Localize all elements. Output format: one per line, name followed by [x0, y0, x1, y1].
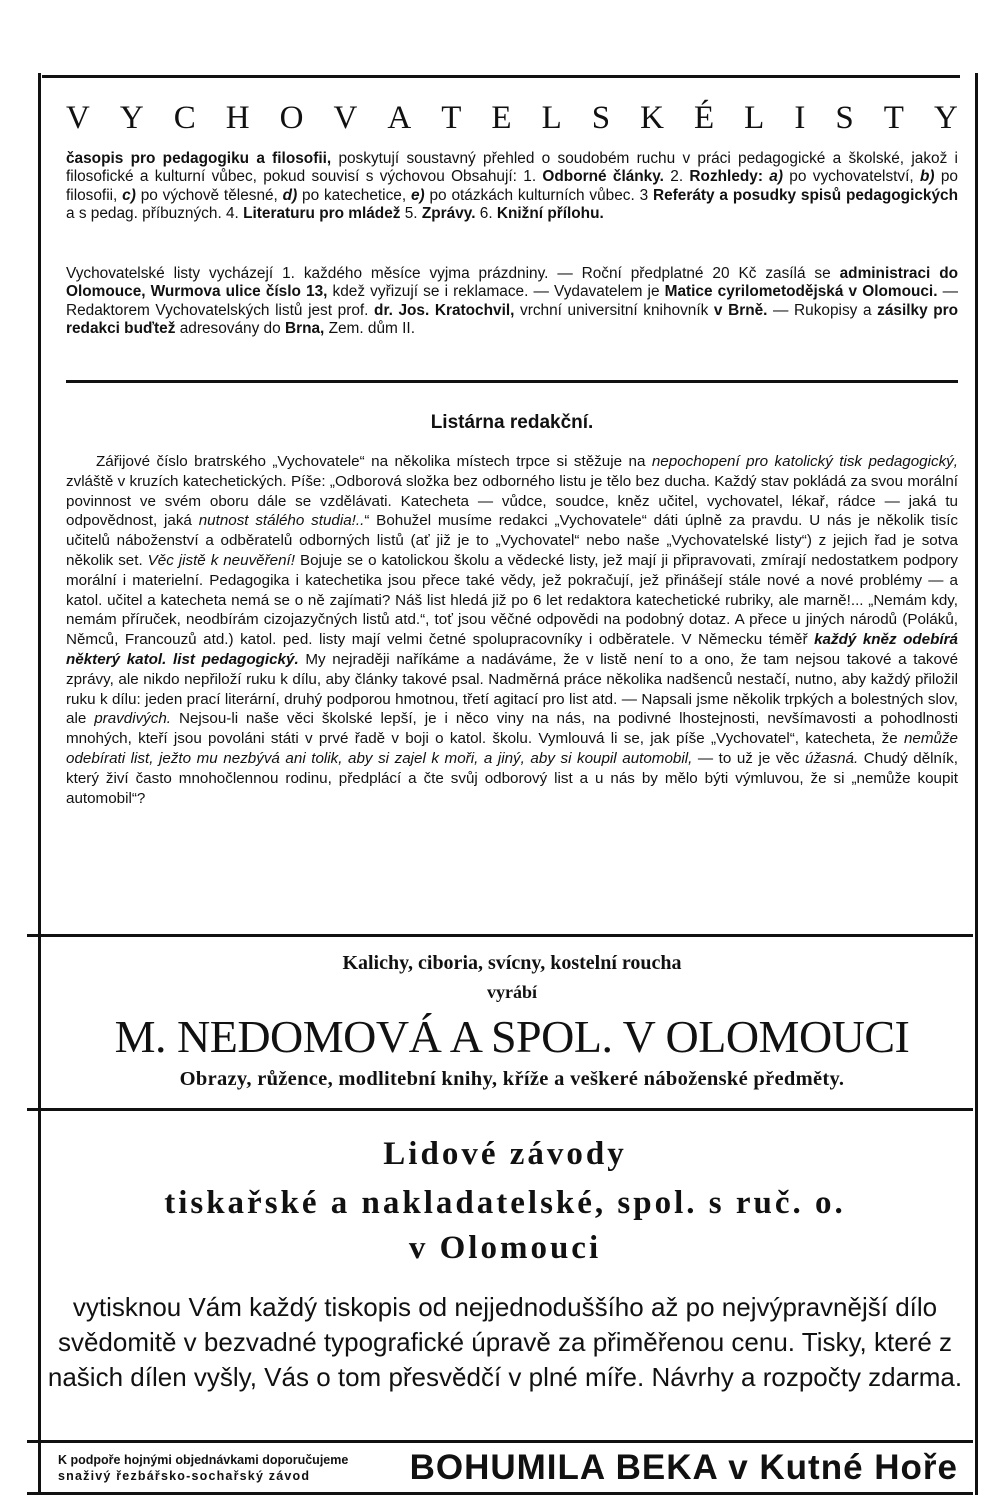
masthead-title	[66, 100, 958, 137]
letter-text: Bojuje se o katolickou školu a vědecké listy, jež mají ji připravovati, zmírají nedostatkem podpory morální i materielní. Pedagogika i katechetika jsou přece také vědy, jež pokračují, jež přinášejí stále nové a nové problémy — a katol. učitel a katecheta nemá se o ně zajímati? Náš list hledá již po 6 let redaktora katechetické rubriky, ale marně!... „Nemám kdy, nemám příruček, neodbírám cizojazyčných listů atd.“, toť jsou věčné odpovědi na podobný dotaz. A přece u jiných národů (Poláků, Němců, Francouzů atd.) katol. ped. listy mají velmi četné spolupracovníky i odběratele. V Německu téměř	[66, 551, 959, 649]
top-rule	[42, 75, 960, 78]
ad-beka-intro	[58, 1452, 348, 1484]
intro-text: po výchově tělesné,	[135, 186, 278, 204]
info-text: Vychovatelské listy vycházejí 1. každého měsíce vyjma prázdniny. — Roční předplatné 20 Kč zasílá se	[66, 265, 831, 282]
intro-bold-text: Referáty a posudky spisů pedagogických	[648, 186, 959, 204]
letter-emphasis: nepochopení pro katolický tisk pedagogický,	[651, 453, 958, 470]
letter-emphasis: Věc jistě k neuvěření!	[147, 551, 295, 569]
info-text: Zem. dům II.	[324, 319, 415, 337]
intro-item-label: d)	[277, 186, 298, 204]
intro-item-label: b)	[913, 168, 935, 186]
letters-heading: Listárna redakční.	[430, 412, 594, 433]
intro-item-label: e)	[406, 186, 425, 204]
intro-bold-text: Literaturu pro mládež	[238, 204, 401, 222]
info-bold-text: Matice cyrilometodějská v Olomouci.	[659, 283, 938, 301]
masthead-letter: Y	[933, 100, 958, 136]
intro-bold-text: Rozhledy:	[683, 168, 763, 186]
info-bold-text: Brna,	[280, 319, 325, 337]
ad-nedomova-tagline: Obrazy, růžence, modlitební knihy, kříže a veškeré náboženské předměty.	[179, 1068, 845, 1090]
intro-text: po katechetice,	[297, 186, 407, 204]
intro-bold-text: Zprávy.	[417, 204, 476, 222]
intro-text: poskytují soustavný přehled o soudobém ruchu v práci pedagogické a školské, jakož i filosofické a kulturní vůbec, pokud souvisí s výchovou Obsahují: 1.	[66, 150, 958, 186]
masthead-letter: I	[794, 100, 806, 136]
publication-info	[66, 265, 958, 338]
masthead-letter: C	[173, 100, 196, 136]
masthead-letter: T	[441, 100, 462, 136]
masthead-letter: É	[693, 100, 715, 136]
section-divider	[66, 380, 958, 383]
ad-beka-company: BOHUMILA BEKA v Kutné Hoře	[409, 1448, 958, 1487]
intro-text: a s pedag. příbuzných. 4.	[66, 204, 239, 222]
intro-text: po filosofii,	[66, 168, 958, 204]
masthead-letter: L	[744, 100, 765, 136]
intro-bold-text: časopis pro pedagogiku a filosofii,	[66, 150, 332, 167]
letter-emphasis: pravdivých.	[94, 710, 172, 728]
ad-nedomova-company: M. NEDOMOVÁ A SPOL. V OLOMOUCI	[114, 1011, 910, 1062]
intro-paragraph	[66, 150, 958, 223]
ad-lidove-body: vytisknou Vám každý tiskopis od nejjednoduššího až po nejvýpravnější dílo svědomitě v bezvadné typografické úpravě za přiměřenou cenu. Tisky, které z našich dílen vyšly, Vás o tom přesvědčí v plné míře. Návrhy a rozpočty zdarma.	[47, 1292, 963, 1392]
letter-emphasis: nutnost stálého studia!..	[198, 512, 365, 530]
intro-text: 5.	[400, 204, 418, 222]
intro-bold-text: Knižní přílohu.	[492, 204, 604, 222]
letter-text: Chudý dělník, který živí často mnohočlennou rodinu, předplácí a čte svůj odborový list a u nás by mělo býti výmluvou, že si „nemůže koupit automobil“?	[66, 749, 958, 807]
letter-text: — to už je věc	[692, 749, 806, 767]
letter-text: Zářijové číslo bratrského „Vychovatele“ na několika místech trpce si stěžuje na	[96, 453, 652, 470]
intro-bold-text: Odborné články.	[536, 168, 664, 186]
intro-text: 2.	[663, 168, 684, 186]
letter-text: “ Bohužel musíme redakci „Vychovatele“ dáti úplně za pravdu. U nás je několik tisíc učitelů náboženství a odběratelů odborných listů (ať již je to „Vychovatel“ nebo naše „Vychovatelské listy“) z jejich řad je sotva několik set.	[66, 512, 959, 569]
ad-beka	[58, 1448, 958, 1488]
info-text: vrchní universitní knihovník	[514, 301, 709, 319]
masthead-letter: K	[640, 100, 664, 136]
intro-item-label: a)	[762, 168, 783, 186]
masthead-letter: E	[491, 100, 512, 136]
ad-beka-intro-line: K podpoře hojnými objednávkami doporučujeme	[58, 1453, 349, 1467]
info-text: — Redaktorem Vychovatelských listů jest prof.	[66, 283, 958, 319]
masthead-letter: V	[66, 100, 90, 136]
info-bold-text: administraci do Olomouce, Wurmova ulice číslo 13,	[66, 265, 959, 301]
ad-nedomova-verb: vyrábí	[486, 982, 537, 1002]
ad-lidove-subtitle: tiskařské a nakladatelské, spol. s ruč. o.	[164, 1185, 846, 1221]
ad-nedomova-products: Kalichy, ciboria, svícny, kostelní roucha	[342, 952, 682, 974]
masthead-letter: T	[883, 100, 904, 136]
info-bold-text: dr. Jos. Kratochvil,	[368, 301, 515, 319]
info-bold-text: zásilky pro redakci buďtež	[66, 301, 959, 337]
info-text: — Rukopisy a	[767, 301, 872, 319]
letter-text: zvláště v kruzích katechetických. Píše: „Odborová složka bez odborného listu je tělo bez ducha. Každý stav pokládá za svou morální povinnost ve svém oboru dále se vzdělávati. Katecheta — vůdce, soudce, kněz učitel, vychovatel, lékař, rádce — jaká tu odpovědnost, jaká	[66, 472, 958, 530]
bottom-rule	[27, 1492, 973, 1495]
masthead-letter: H	[225, 100, 250, 136]
intro-item-label: c)	[117, 186, 136, 204]
masthead-letter: V	[333, 100, 358, 136]
letter-text: My nejraději naříkáme a nadáváme, že v listě není to a ono, že tam nejsou takové a takové zprávy, ale nikdo nepřiloží ruku k dílu, aby články takové psal. Nadměrná práce několika nadšenců nestačí, nutno, aby každý přiložil ruku k dílu: jeden prací literární, druhý podporou hmotnou, třetí agitací pro list atd. — Napsali jsme několik trpkých a bolestných slov, ale	[66, 650, 959, 728]
section-divider	[27, 934, 973, 937]
masthead-letter: Y	[119, 100, 144, 136]
info-bold-text: v Brně.	[708, 301, 768, 319]
info-text: kdež vyřizují se i reklamace. — Vydavatelem je	[327, 283, 660, 301]
letter-emphasis: nemůže odebírati list, ježto mu nezbývá ani tolik, aby si zajel k moři, a jiný, aby si koupil automobil,	[66, 730, 958, 767]
letter-text: Nejsou-li naše věci školské lepší, je i něco viny na nás, na podivné lhostejnosti, nevšímavosti a pohodlnosti mnohých, kteří jsou povoláni státi v prvé řadě v boji o katol. školu. Vymlouvá li se, jak píše „Vychovatel“, katecheta, že	[66, 710, 958, 748]
section-divider	[27, 1108, 973, 1111]
masthead-letter: A	[387, 100, 412, 136]
ad-beka-intro-line: snaživý řezbářsko-sochařský závod	[58, 1469, 311, 1483]
intro-text: po vychovatelství,	[782, 168, 914, 186]
letter-emphasis: každý kněz odebírá některý katol. list pedagogický.	[66, 631, 958, 668]
intro-text: po otázkách kulturních vůbec. 3	[424, 186, 649, 204]
letters-body	[66, 452, 958, 808]
section-divider	[27, 1440, 973, 1443]
masthead-letter: L	[541, 100, 562, 136]
letter-emphasis: úžasná.	[805, 749, 859, 767]
masthead-letter: O	[279, 100, 304, 136]
intro-text: 6.	[475, 204, 493, 222]
masthead-letter: S	[591, 100, 611, 136]
ad-lidove-title: Lidové závody	[383, 1136, 627, 1172]
masthead-letter: S	[835, 100, 854, 136]
info-text: adresovány do	[175, 319, 281, 337]
ad-lidove-location: v Olomouci	[408, 1230, 602, 1266]
